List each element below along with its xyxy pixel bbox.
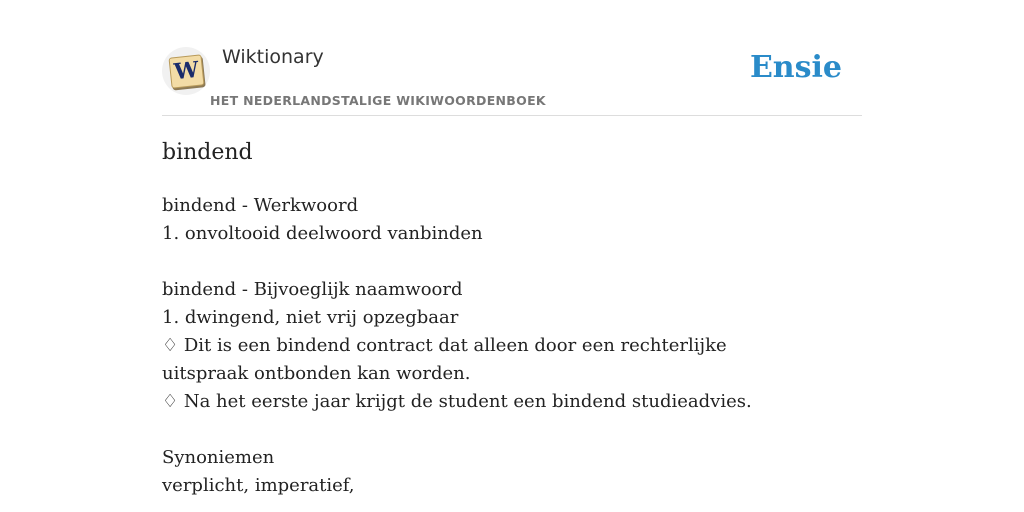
bijvoeglijk-heading: bindend - Bijvoeglijk naamwoord [162,279,463,300]
site-tagline: HET NEDERLANDSTALIGE WIKIWOORDENBOEK [210,93,546,108]
werkwoord-heading: bindend - Werkwoord [162,195,359,216]
synoniemen-list: verplicht, imperatief, [162,475,355,496]
spacer [162,248,802,276]
page-title: bindend [162,140,253,165]
bijvoeglijk-definition: 1. dwingend, niet vrij opzegbaar [162,307,459,328]
logo-tile: W [168,54,204,88]
definition-content [162,192,802,500]
site-name[interactable]: Wiktionary [222,46,324,68]
example-sentence-1: ♢ Dit is een bindend contract dat alleen door een rechterlijke uitspraak ontbonden kan worden. [162,335,727,384]
wiktionary-logo-icon[interactable] [162,47,210,95]
spacer [162,416,802,444]
page [162,0,862,512]
example-sentence-2: ♢ Na het eerste jaar krijgt de student een bindend studieadvies. [162,391,752,412]
werkwoord-definition: 1. onvoltooid deelwoord vanbinden [162,223,483,244]
site-header [162,0,862,116]
synoniemen-heading: Synoniemen [162,447,275,468]
ensie-brand-link[interactable]: Ensie [749,50,842,85]
